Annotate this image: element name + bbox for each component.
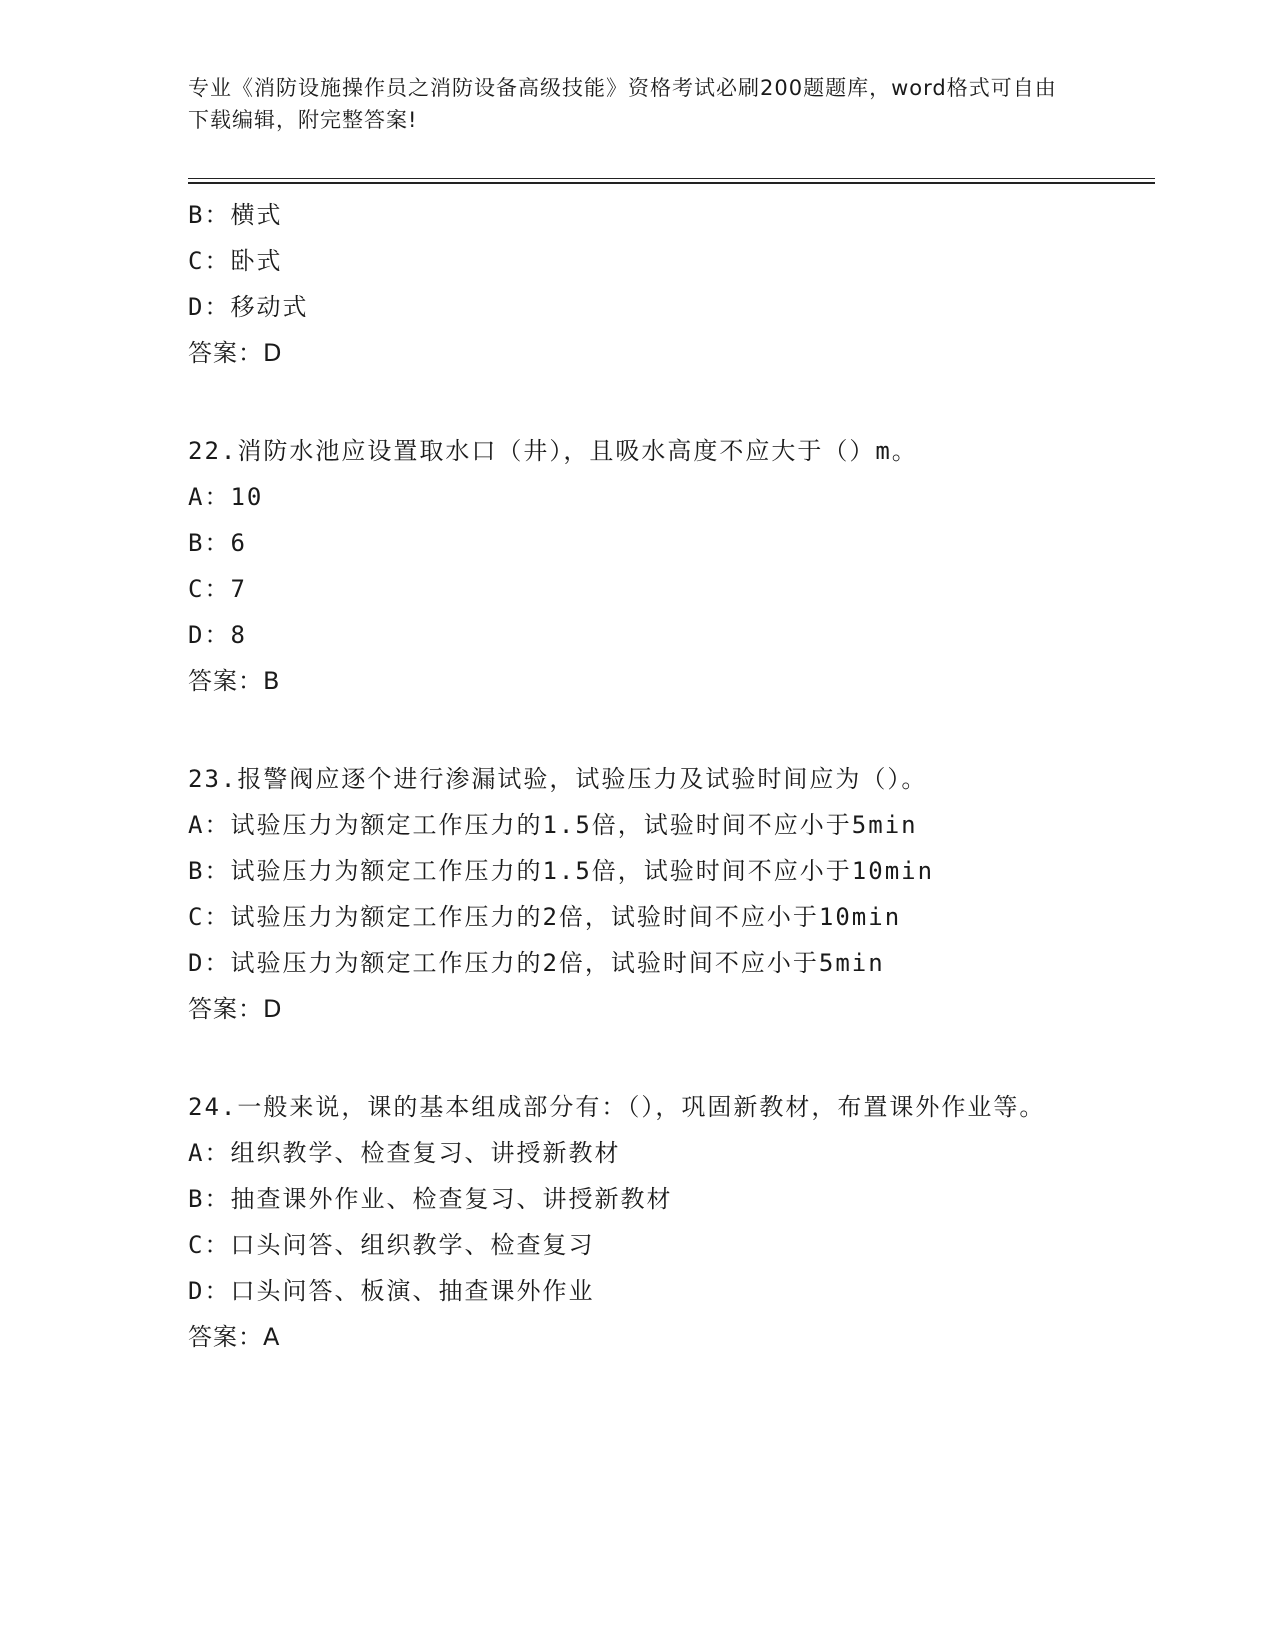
page-header: 专业《消防设施操作员之消防设备高级技能》资格考试必刷200题题库，word格式可自由下载编辑，附完整答案! (188, 76, 1057, 132)
question-stem: 23.报警阀应逐个进行渗漏试验，试验压力及试验时间应为（）。 (188, 765, 928, 793)
option-c: C：卧式 (188, 247, 283, 275)
question-content (188, 192, 1088, 1360)
answer-line: 答案：D (188, 339, 283, 367)
option-a: A：10 (188, 483, 264, 511)
option-b: B：6 (188, 529, 247, 557)
question-stem: 22.消防水池应设置取水口（井），且吸水高度不应大于（）m。 (188, 437, 918, 465)
answer-line: 答案：A (188, 1323, 281, 1351)
header-divider-thin (188, 178, 1155, 179)
option-c: C：试验压力为额定工作压力的2倍，试验时间不应小于10min (188, 903, 902, 931)
option-c: C：口头问答、组织教学、检查复习 (188, 1231, 595, 1259)
option-a: A：试验压力为额定工作压力的1.5倍，试验时间不应小于5min (188, 811, 918, 839)
question-stem: 24.一般来说，课的基本组成部分有：（），巩固新教材，布置课外作业等。 (188, 1093, 1046, 1121)
option-b: B：横式 (188, 201, 283, 229)
header-divider-thick (188, 182, 1155, 184)
answer-line: 答案：D (188, 995, 283, 1023)
option-b: B：抽查课外作业、检查复习、讲授新教材 (188, 1185, 673, 1213)
option-d: D：移动式 (188, 293, 309, 321)
option-d: D：8 (188, 621, 247, 649)
option-c: C：7 (188, 575, 247, 603)
option-d: D：口头问答、板演、抽查课外作业 (188, 1277, 595, 1305)
option-b: B：试验压力为额定工作压力的1.5倍，试验时间不应小于10min (188, 857, 935, 885)
option-a: A：组织教学、检查复习、讲授新教材 (188, 1139, 621, 1167)
option-d: D：试验压力为额定工作压力的2倍，试验时间不应小于5min (188, 949, 885, 977)
answer-line: 答案：B (188, 667, 281, 695)
